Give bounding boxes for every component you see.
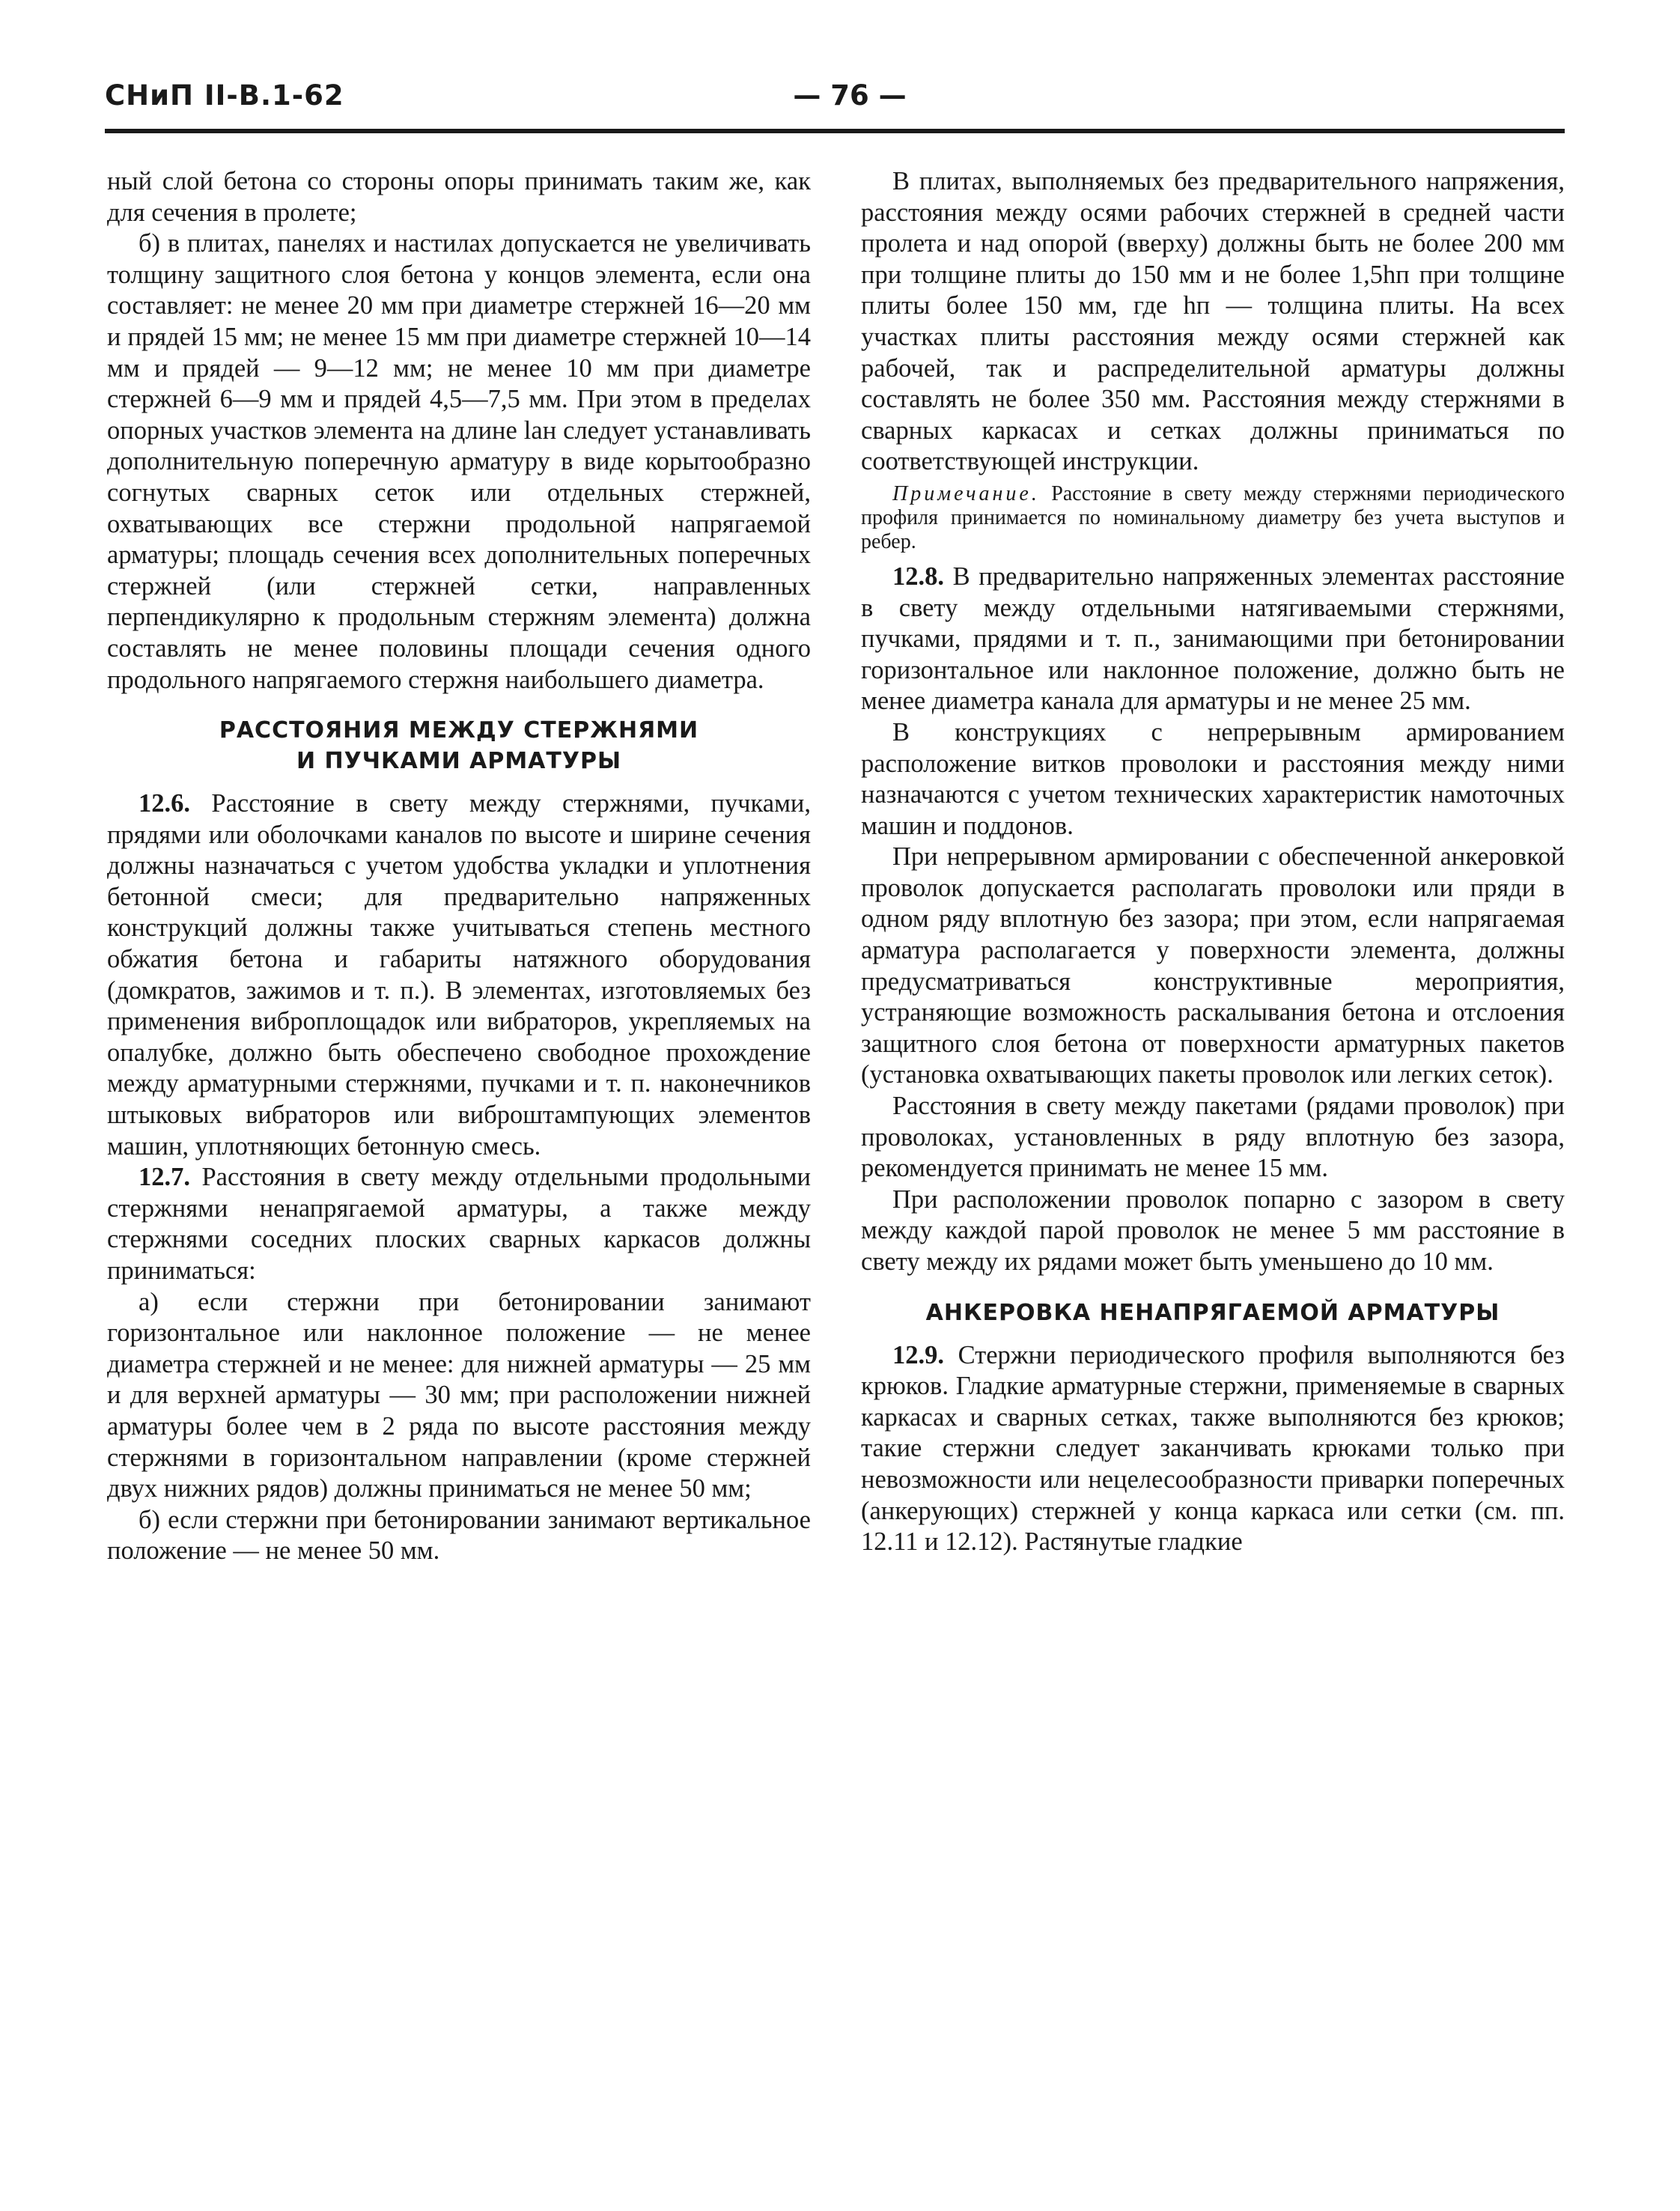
header-rule <box>105 129 1565 133</box>
paragraph-text: Расстояние в свету между стержнями, пучками, прядями или оболочками каналов по высоте и ширине сечения должны назначаться с учетом удобства укладки и уплотнения бетонной смеси; для предварительно напряженных конструкций должны также учитываться степень местного обжатия бетона и габариты натяжного оборудования (домкратов, зажимов и т. п.). В элементах, изготовляемых без применения виброплощадок или вибраторов, укрепляемых на опалубке, должно быть обеспечено свободное прохождение между арматурными стержнями, пучками и т. п. наконечников штыковых вибраторов или виброштампующих элементов машин, уплотняющих бетонную смесь. <box>107 789 811 1161</box>
paragraph-text: Расстояния в свету между отдельными продольными стержнями ненапрягаемой арматуры, а также между стержнями соседних плоских сварных каркасов должны приниматься: <box>107 1163 811 1285</box>
paragraph-text: ный слой бетона со стороны опоры принимать таким же, как для сечения в пролете; <box>107 167 811 227</box>
section-heading <box>107 715 811 776</box>
paragraph-text: Расстояния в свету между пакетами (рядами проволок) при проволоках, установленных в ряду вплотную без зазора, рекомендуется принимать не менее 15 мм. <box>861 1092 1565 1183</box>
page-number: — 76 — <box>793 79 907 112</box>
body-paragraph <box>107 788 811 1162</box>
clause-number: 12.8. <box>892 562 944 591</box>
body-paragraph <box>861 1091 1565 1184</box>
body-paragraph <box>861 1340 1565 1558</box>
clause-number: 12.7. <box>139 1163 190 1192</box>
left-column <box>107 166 811 1567</box>
body-paragraph <box>861 842 1565 1091</box>
note-paragraph <box>861 482 1565 554</box>
body-paragraph <box>107 1287 811 1505</box>
body-paragraph <box>107 166 811 228</box>
body-paragraph <box>107 1505 811 1567</box>
note-text: Расстояние в свету между стержнями периодического профиля принимается по номинальному диаметру без учета выступов и ребер. <box>861 481 1565 553</box>
body-paragraph <box>861 166 1565 478</box>
note-label: Примечание. <box>892 481 1040 505</box>
paragraph-text: а) если стержни при бетонировании занимают горизонтальное или наклонное положение — не менее диаметра стержней и не менее: для нижней арматуры — 25 мм и для верхней арматуры — 30 мм; при расположении нижней арматуры более чем в 2 ряда по высоте расстояния между стержнями в горизонтальном направлении (кроме стержней двух нижних рядов) должны приниматься не менее 50 мм; <box>107 1287 811 1503</box>
paragraph-text: Стержни периодического профиля выполняются без крюков. Гладкие арматурные стержни, применяемые в сварных каркасах и сварных сетках, также выполняются без крюков; такие стержни следует заканчивать крюками только при невозможности или нецелесообразности приварки поперечных (анкерующих) стержней у конца каркаса или сетки (см. пп. 12.11 и 12.12). Растянутые гладкие <box>861 1340 1565 1557</box>
section-heading-line: АНКЕРОВКА НЕНАПРЯГАЕМОЙ АРМАТУРЫ <box>925 1299 1500 1326</box>
paragraph-text: В предварительно напряженных элементах расстояние в свету между отдельными натягиваемыми стержнями, пучками, прядями и т. п., занимающими при бетонировании горизонтальное или наклонное положение, должно быть не менее диаметра канала для арматуры и не менее 25 мм. <box>861 562 1565 716</box>
paragraph-text: В конструкциях с непрерывным армированием расположение витков проволоки и расстояния между ними назначаются с учетом технических характеристик намоточных машин и поддонов. <box>861 717 1565 840</box>
right-column <box>861 166 1565 1558</box>
document-code: СНиП II-В.1-62 <box>105 79 344 112</box>
section-heading-line: РАССТОЯНИЯ МЕЖДУ СТЕРЖНЯМИ <box>219 717 699 744</box>
paragraph-text: При расположении проволок попарно с зазором в свету между каждой парой проволок не менее 5 мм расстояние в свету между их рядами может быть уменьшено до 10 мм. <box>861 1184 1565 1276</box>
body-paragraph <box>107 1162 811 1286</box>
paragraph-text: б) если стержни при бетонировании занимают вертикальное положение — не менее 50 мм. <box>107 1505 811 1566</box>
paragraph-text: б) в плитах, панелях и настилах допускается не увеличивать толщину защитного слоя бетона у концов элемента, если она составляет: не менее 20 мм при диаметре стержней 16—20 мм и прядей 15 мм; не менее 15 мм при диаметре стержней 10—14 мм и прядей — 9—12 мм; не менее 10 мм при диаметре стержней 6—9 мм и прядей 4,5—7,5 мм. При этом в пределах опорных участков элемента на длине lан следует устанавливать дополнительную поперечную арматуру в виде корытообразно согнутых сварных сеток или отдельных стержней, охватывающих все стержни продольной напрягаемой арматуры; площадь сечения всех дополнительных поперечных стержней (или стержней сетки, направленных перпендикулярно к продольным стержням элемента) должна составлять не менее половины площади сечения одного продольного напрягаемого стержня наибольшего диаметра. <box>107 229 811 694</box>
body-paragraph <box>861 717 1565 842</box>
clause-number: 12.9. <box>892 1340 944 1369</box>
section-heading <box>861 1298 1565 1328</box>
section-heading-line: И ПУЧКАМИ АРМАТУРЫ <box>296 748 622 775</box>
clause-number: 12.6. <box>139 789 190 818</box>
paragraph-text: При непрерывном армировании с обеспеченной анкеровкой проволок допускается располагать проволоки или пряди в одном ряду вплотную без зазора; при этом, если напрягаемая арматура располагается у поверхности элемента, должны предусматриваться конструктивные мероприятия, устраняющие возможность раскалывания бетона и отслоения защитного слоя бетона от поверхности арматурных пакетов (установка охватывающих пакеты проволок или легких сеток). <box>861 842 1565 1089</box>
body-paragraph <box>107 228 811 696</box>
page-header <box>105 79 1565 132</box>
body-paragraph <box>861 562 1565 717</box>
paragraph-text: В плитах, выполняемых без предварительного напряжения, расстояния между осями рабочих стержней в средней части пролета и над опорой (вверху) должны быть не более 200 мм при толщине плиты до 150 мм и не более 1,5hп при толщине плиты более 150 мм, где hп — толщина плиты. На всех участках плиты расстояния между осями стержней как рабочей, так и распределительной арматуры должны составлять не более 350 мм. Расстояния между стержнями в сварных каркасах и сетках должны приниматься по соответствующей инструкции. <box>861 167 1565 476</box>
body-paragraph <box>861 1184 1565 1278</box>
